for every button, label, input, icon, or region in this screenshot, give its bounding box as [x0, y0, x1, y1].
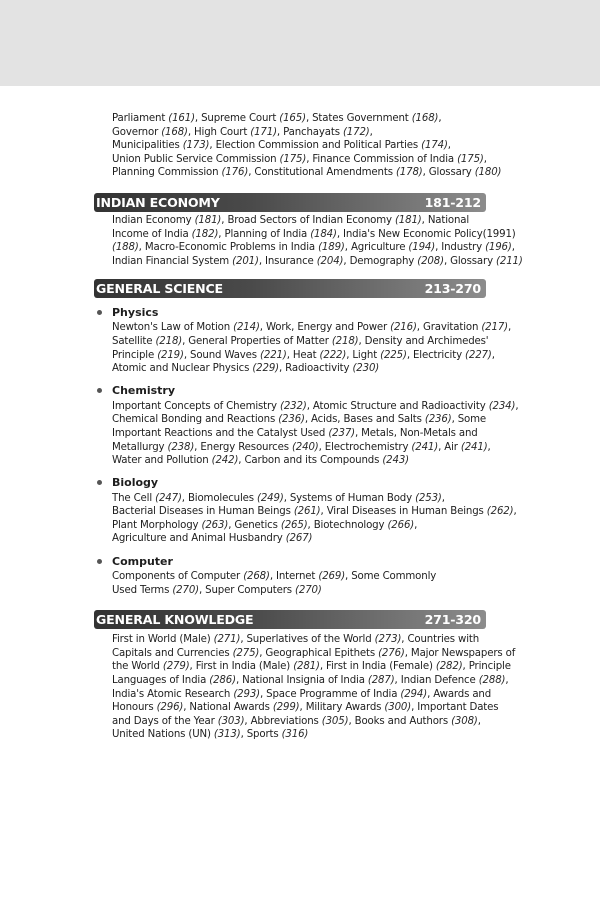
topic-text: , Agriculture: [344, 242, 409, 254]
subsection-physics: [94, 304, 512, 375]
parliament-topics: [94, 112, 502, 180]
topic-text: Atomic and Nuclear Physics: [112, 363, 253, 375]
general-knowledge-topics: [94, 633, 516, 742]
topic-text: , Supreme Court: [194, 113, 280, 124]
topic-text: , Some: [451, 414, 487, 426]
section-title: GENERAL KNOWLEDGE: [96, 612, 254, 628]
topic-text: Parliament: [112, 113, 169, 124]
toc-line: [112, 349, 495, 363]
toc-line: [112, 633, 486, 647]
topic-text: , Internet: [269, 571, 319, 583]
topic-text: , Constitutional Amendments: [248, 167, 396, 179]
topic-text: , Energy Resources: [194, 441, 292, 453]
bullet-icon: [97, 480, 102, 485]
topic-text: India's Atomic Research: [112, 688, 234, 700]
topic-text: Governor: [112, 126, 162, 138]
contents-page: [94, 112, 523, 742]
topic-text: , Awards and: [427, 688, 492, 700]
page-number: (161): [168, 113, 195, 124]
topic-text: Components of Computer: [112, 571, 244, 583]
subsection-heading: [94, 304, 486, 320]
page-number: (171): [250, 126, 277, 138]
topic-text: Water and Pollution: [112, 455, 212, 467]
topic-text: , Electricity: [406, 349, 466, 361]
topic-text: Languages of India: [112, 675, 210, 687]
topic-text: , Biomolecules: [181, 492, 258, 504]
topic-text: , Super Computers: [198, 584, 296, 596]
page-number: (178): [395, 167, 423, 179]
topic-text: ,: [438, 113, 442, 124]
topic-text: , Work, Energy and Power: [259, 322, 391, 334]
page-number: (249): [257, 492, 284, 504]
subsection-computer: [94, 553, 486, 597]
page-number: (218): [155, 335, 183, 347]
page-number: (299): [272, 702, 300, 714]
page-number: (181): [394, 214, 422, 226]
topic-text: ,: [447, 140, 451, 152]
topic-text: , Atomic Structure and Radioactivity: [306, 400, 489, 412]
topic-text: , States Government: [305, 113, 412, 124]
toc-line: [112, 126, 486, 140]
topic-text: ,: [511, 242, 515, 254]
page-number: (204): [316, 255, 344, 267]
page-number: (262): [486, 506, 514, 518]
indian-economy-topics: [94, 214, 523, 268]
topic-text: , National Awards: [183, 702, 273, 714]
topic-text: Union Public Service Commission: [112, 153, 280, 165]
page-number: (216): [390, 322, 417, 334]
toc-line: [112, 228, 516, 242]
topic-text: , Radioactivity: [278, 363, 353, 375]
topic-text: Agriculture and Animal Husbandry: [112, 533, 286, 545]
topic-text: , Military Awards: [299, 702, 385, 714]
page-number: (189): [318, 242, 345, 254]
topic-text: , Some Commonly: [345, 571, 437, 583]
topic-text: , First in India (Female): [319, 661, 436, 673]
page-number: (300): [384, 702, 412, 714]
topic-text: , Biotechnology: [307, 519, 388, 531]
page-number: (173): [182, 140, 210, 152]
topic-text: , Broad Sectors of Indian Economy: [221, 214, 395, 226]
page-number: (238): [167, 441, 195, 453]
topic-text: , Major Newspapers of: [404, 647, 516, 659]
topic-text: ,: [491, 349, 495, 361]
page-number: (221): [260, 349, 287, 361]
topic-text: ,: [414, 519, 418, 531]
page-number: (266): [387, 519, 415, 531]
toc-line: [112, 660, 511, 674]
topic-text: United Nations (UN): [112, 729, 214, 741]
subsection-heading: [94, 475, 486, 491]
topic-text: , Sports: [240, 729, 282, 741]
page-number: (222): [319, 349, 347, 361]
toc-line: [112, 505, 517, 519]
topic-text: ,: [477, 715, 481, 727]
page-number: (188): [112, 242, 139, 254]
page-number: (229): [252, 363, 279, 375]
topic-text: , First in India (Male): [189, 661, 294, 673]
toc-line: [112, 400, 519, 414]
toc-line: [112, 454, 486, 468]
page-number: (294): [400, 688, 428, 700]
subsection-heading: [94, 383, 486, 399]
page-number: (241): [460, 441, 488, 453]
page-number: (219): [157, 349, 184, 361]
page-number: (172): [342, 126, 370, 138]
page-range: 271-320: [424, 612, 481, 628]
page-number: (281): [293, 661, 320, 673]
section-title: INDIAN ECONOMY: [96, 194, 220, 210]
toc-line: [112, 519, 486, 533]
topic-text: , Principle: [462, 661, 511, 673]
topic-text: Bacterial Diseases in Human Beings: [112, 506, 294, 518]
toc-line: [112, 362, 486, 376]
topic-text: , Glossary: [443, 255, 497, 267]
page-number: (243): [382, 455, 409, 467]
topic-text: Capitals and Currencies: [112, 647, 233, 659]
page-number: (279): [162, 661, 190, 673]
topic-text: , Genetics: [228, 519, 281, 531]
topic-text: Metallurgy: [112, 441, 168, 453]
biology-topics: [94, 492, 517, 546]
page-range: 213-270: [424, 281, 481, 297]
topic-text: ,: [369, 126, 373, 138]
page-number: (236): [278, 414, 305, 426]
page-number: (242): [211, 455, 239, 467]
toc-line: [112, 112, 486, 126]
page-number: (236): [424, 414, 452, 426]
page-number: (175): [279, 153, 307, 165]
topic-text: , Election Commission and Political Parties: [209, 140, 422, 152]
toc-line: [112, 153, 486, 167]
topic-text: Principle: [112, 349, 158, 361]
topic-text: , National: [421, 214, 470, 226]
chemistry-topics: [94, 400, 519, 468]
subsection-title: Computer: [112, 554, 173, 568]
topic-text: , Insurance: [258, 255, 317, 267]
toc-line: [112, 492, 486, 506]
bullet-icon: [97, 559, 102, 564]
topic-text: the World: [112, 661, 163, 673]
page-number: (308): [451, 715, 478, 727]
page-number: (217): [481, 322, 509, 334]
toc-line: [112, 321, 512, 335]
topic-text: , India's New Economic Policy(1991): [336, 228, 516, 240]
toc-line: [112, 701, 499, 715]
page-number: (271): [213, 634, 241, 646]
page-number: (288): [478, 675, 506, 687]
page-number: (287): [367, 675, 395, 687]
topic-text: , Panchayats: [276, 126, 343, 138]
page-number: (263): [201, 519, 229, 531]
page-number: (261): [293, 506, 321, 518]
topic-text: , Light: [346, 349, 381, 361]
topic-text: , National Insignia of India: [235, 675, 368, 687]
page-number: (232): [280, 400, 307, 412]
toc-line: [112, 647, 516, 661]
topic-text: , General Properties of Matter: [182, 335, 332, 347]
page-range: 181-212: [424, 194, 481, 210]
topic-text: , Planning of India: [218, 228, 311, 240]
page-number: (214): [233, 322, 260, 334]
subsection-biology: [94, 475, 517, 546]
topic-text: Indian Economy: [112, 214, 195, 226]
bullet-icon: [97, 310, 102, 315]
subsection-heading: [94, 553, 486, 569]
topic-text: The Cell: [112, 492, 156, 504]
page-number: (175): [457, 153, 484, 165]
topic-text: Important Concepts of Chemistry: [112, 400, 281, 412]
topic-text: , Electrochemistry: [318, 441, 412, 453]
toc-line: [112, 427, 486, 441]
page-number: (168): [161, 126, 188, 138]
section-bar-general-science: [94, 279, 486, 298]
subsection-title: Biology: [112, 476, 159, 490]
page-number: (174): [421, 140, 448, 152]
topic-text: , Density and Archimedes': [358, 335, 489, 347]
topic-text: ,: [441, 492, 445, 504]
toc-line: [112, 166, 502, 180]
topic-text: ,: [508, 322, 512, 334]
topic-text: , Industry: [435, 242, 486, 254]
topic-text: Used Terms: [112, 584, 173, 596]
page-number: (180): [474, 167, 502, 179]
topic-text: Plant Morphology: [112, 519, 202, 531]
topic-text: , Space Programme of India: [259, 688, 401, 700]
page-number: (176): [221, 167, 249, 179]
topic-text: , Sound Waves: [183, 349, 261, 361]
page-number: (208): [417, 255, 444, 267]
topic-text: , Glossary: [422, 167, 475, 179]
bullet-icon: [97, 388, 102, 393]
topic-text: Indian Financial System: [112, 255, 233, 267]
page-number: (227): [465, 349, 492, 361]
topic-text: Planning Commission: [112, 167, 222, 179]
topic-text: ,: [515, 400, 519, 412]
topic-text: , Important Dates: [411, 702, 499, 714]
page-number: (165): [279, 113, 306, 124]
toc-line: [112, 688, 492, 702]
topic-text: , Acids, Bases and Salts: [304, 414, 425, 426]
section-bar-general-knowledge: [94, 610, 486, 629]
toc-line: [112, 674, 509, 688]
topic-text: Municipalities: [112, 140, 183, 152]
page-number: (194): [408, 242, 436, 254]
page-number: (218): [331, 335, 359, 347]
topic-text: , Finance Commission of India: [306, 153, 458, 165]
computer-topics: [94, 570, 486, 597]
toc-line: [112, 584, 486, 598]
toc-line: [112, 715, 486, 729]
page-number: (313): [213, 729, 241, 741]
page-number: (268): [243, 571, 270, 583]
subsection-title: Physics: [112, 305, 159, 319]
topic-text: , Abbreviations: [244, 715, 322, 727]
toc-line: [112, 728, 486, 742]
page-number: (225): [380, 349, 407, 361]
topic-text: , Geographical Epithets: [259, 647, 379, 659]
topic-text: Income of India: [112, 228, 192, 240]
topic-text: and Days of the Year: [112, 715, 218, 727]
topic-text: ,: [483, 153, 487, 165]
topic-text: , Superlatives of the World: [240, 634, 375, 646]
toc-line: [112, 441, 491, 455]
page-number: (282): [435, 661, 463, 673]
toc-line: [112, 214, 486, 228]
toc-line: [112, 413, 486, 427]
page-number: (240): [291, 441, 319, 453]
topic-text: , Systems of Human Body: [283, 492, 416, 504]
page-number: (182): [191, 228, 219, 240]
toc-line: [112, 570, 486, 584]
page-number: (265): [280, 519, 308, 531]
topic-text: First in World (Male): [112, 634, 214, 646]
topic-text: ,: [505, 675, 509, 687]
page-number: (234): [488, 400, 516, 412]
page-number: (273): [374, 634, 402, 646]
subsection-chemistry: [94, 383, 519, 468]
page-number: (211): [496, 255, 523, 267]
header-band: [0, 0, 600, 86]
topic-text: , Countries with: [401, 634, 480, 646]
topic-text: , Air: [438, 441, 461, 453]
page-number: (196): [485, 242, 512, 254]
page-number: (270): [172, 584, 199, 596]
toc-line: [112, 335, 489, 349]
topic-text: , Viral Diseases in Human Beings: [320, 506, 487, 518]
topic-text: ,: [513, 506, 517, 518]
topic-text: Newton's Law of Motion: [112, 322, 234, 334]
subsection-title: Chemistry: [112, 384, 175, 398]
topic-text: , Demography: [343, 255, 418, 267]
topic-text: , Carbon and its Compounds: [238, 455, 383, 467]
page-number: (181): [194, 214, 222, 226]
page-number: (276): [378, 647, 405, 659]
page-number: (241): [411, 441, 439, 453]
toc-line: [112, 139, 486, 153]
page-number: (237): [328, 427, 355, 439]
page-number: (303): [217, 715, 245, 727]
topic-text: Satellite: [112, 335, 156, 347]
topic-text: , Indian Defence: [394, 675, 479, 687]
topic-text: , High Court: [187, 126, 251, 138]
page-number: (247): [155, 492, 182, 504]
page-number: (275): [232, 647, 260, 659]
page-number: (286): [209, 675, 236, 687]
toc-line: [112, 241, 515, 255]
page-number: (316): [281, 729, 309, 741]
topic-text: , Heat: [286, 349, 320, 361]
physics-topics: [94, 321, 512, 375]
topic-text: , Metals, Non-Metals and: [354, 427, 478, 439]
page-number: (293): [233, 688, 260, 700]
page-number: (184): [310, 228, 337, 240]
section-title: GENERAL SCIENCE: [96, 281, 223, 297]
topic-text: , Macro-Economic Problems in India: [138, 242, 319, 254]
page-number: (270): [295, 584, 322, 596]
topic-text: Honours: [112, 702, 157, 714]
toc-line: [112, 255, 523, 269]
topic-text: ,: [487, 441, 491, 453]
page-number: (230): [352, 363, 380, 375]
toc-line: [112, 532, 486, 546]
topic-text: , Books and Authors: [348, 715, 452, 727]
page-number: (253): [415, 492, 442, 504]
page-number: (168): [411, 113, 439, 124]
section-bar-indian-economy: [94, 193, 486, 212]
page-number: (267): [285, 533, 313, 545]
topic-text: , Gravitation: [416, 322, 482, 334]
page-number: (201): [232, 255, 259, 267]
topic-text: Important Reactions and the Catalyst Used: [112, 427, 329, 439]
page-number: (296): [156, 702, 184, 714]
page-number: (305): [321, 715, 349, 727]
page-number: (269): [318, 571, 346, 583]
topic-text: Chemical Bonding and Reactions: [112, 414, 279, 426]
